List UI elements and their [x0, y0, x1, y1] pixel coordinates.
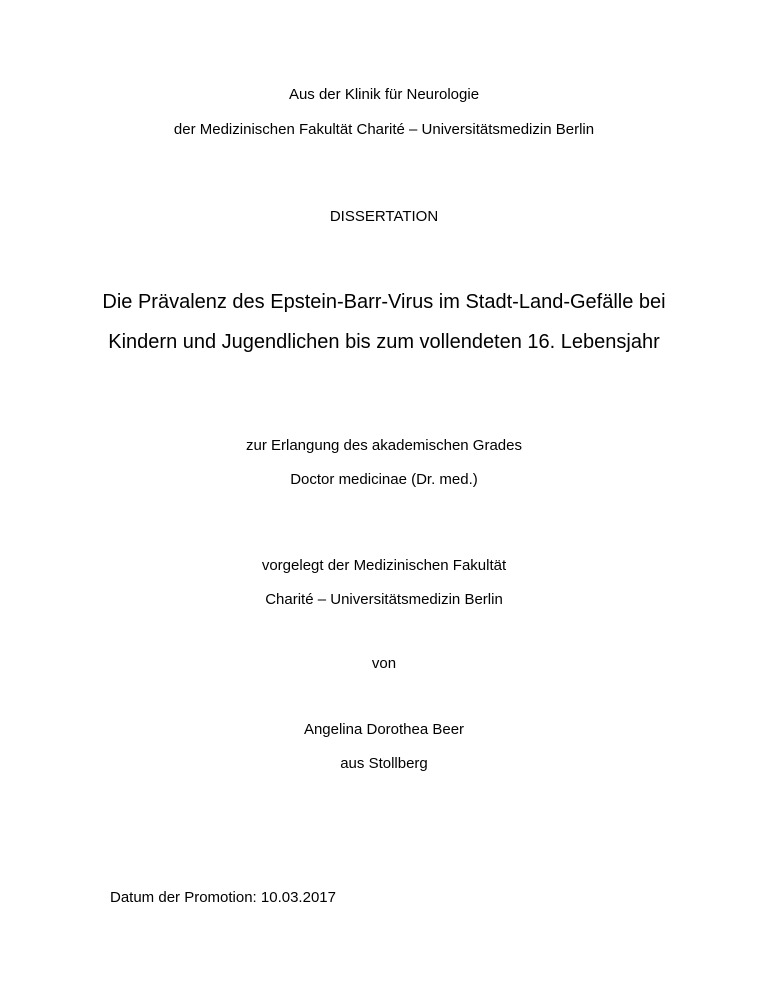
submitted-line-2: Charité – Universitätsmedizin Berlin — [265, 591, 503, 608]
document-type: DISSERTATION — [329, 208, 439, 225]
title-line-2: Kindern und Jugendlichen bis zum vollendeten 16. Lebensjahr — [108, 331, 660, 353]
by-label: von — [371, 655, 397, 672]
clinic-line: Aus der Klinik für Neurologie — [288, 86, 480, 103]
degree-line-2: Doctor medicinae (Dr. med.) — [290, 471, 478, 488]
title-line-1: Die Prävalenz des Epstein-Barr-Virus im Stadt-Land-Gefälle bei — [102, 291, 666, 313]
author-name: Angelina Dorothea Beer — [303, 721, 465, 738]
degree-line-1: zur Erlangung des akademischen Grades — [246, 437, 522, 454]
faculty-line: der Medizinischen Fakultät Charité – Universitätsmedizin Berlin — [173, 121, 595, 138]
submitted-line-1: vorgelegt der Medizinischen Fakultät — [261, 557, 507, 574]
author-origin: aus Stollberg — [340, 755, 428, 772]
promotion-date: Datum der Promotion: 10.03.2017 — [110, 889, 336, 906]
